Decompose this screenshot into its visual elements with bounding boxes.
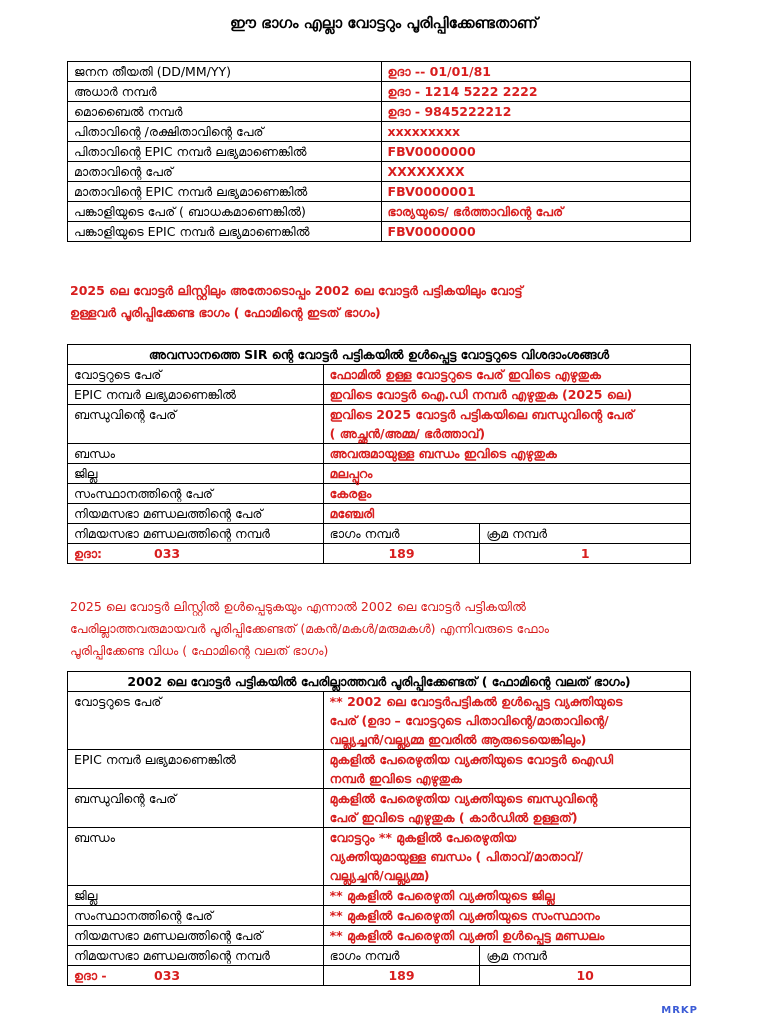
page-title: ഈ ഭാഗം എല്ലാ വോട്ടറും പൂരിപ്പിക്കേണ്ടതാണ് (230, 14, 538, 32)
note-line: 2025 ലെ വോട്ടർ ലിസ്റ്റിലും അതോടൊപ്പം 2002 ലെ വോട്ടർ പട്ടികയിലും വോട്ട് (70, 283, 523, 298)
field-label: പിതാവിന്റെ /രക്ഷിതാവിന്റെ പേര് (68, 122, 382, 142)
table-row (68, 444, 691, 464)
note-line: ഉള്ളവർ പൂരിപ്പിക്കേണ്ട ഭാഗം ( ഫോമിന്റെ ഇടത് ഭാഗം) (70, 305, 381, 320)
table-row (68, 789, 691, 828)
field-value: XXXXXXXX (381, 162, 690, 182)
field-label: ജനന തീയതി (DD/MM/YY) (68, 62, 382, 82)
field-value (323, 886, 690, 906)
table-row (68, 750, 691, 789)
table-row (68, 202, 691, 222)
table-row (68, 926, 691, 946)
field-value (323, 828, 690, 886)
part-number-value: 189 (323, 544, 480, 564)
value-line: വ്യക്തിയുമായുള്ള ബന്ധം ( പിതാവ്/മാതാവ്/ (329, 849, 584, 864)
part-number-value: 189 (323, 966, 480, 986)
value-line: മലപ്പുറം (329, 466, 373, 481)
field-label: ബന്ധുവിന്റെ പേര് (68, 789, 324, 828)
value-line: ** മുകളിൽ പേരെഴുതി വ്യക്തിയുടെ സംസ്ഥാനം (329, 908, 600, 923)
value-line: അവരുമായുള്ള ബന്ധം ഇവിടെ എഴുതുക (329, 446, 557, 461)
not-in-2002-voter-table (67, 671, 691, 986)
field-label: നിയമസഭാ മണ്ഡലത്തിന്റെ പേര് (68, 926, 324, 946)
field-value (323, 444, 690, 464)
table-row (68, 365, 691, 385)
field-value (323, 484, 690, 504)
table-row (68, 464, 691, 484)
field-value: xxxxxxxxx (381, 122, 690, 142)
value-line: മുകളിൽ പേരെഴുതിയ വ്യക്തിയുടെ വോട്ടർ ഐഡി (329, 752, 614, 767)
field-label: മൊബൈൽ നമ്പർ (68, 102, 382, 122)
field-label: പിതാവിന്റെ EPIC നമ്പർ ലഭ്യമാണെങ്കിൽ (68, 142, 382, 162)
field-value: FBV0000001 (381, 182, 690, 202)
table-header: അവസാനത്തെ SIR ന്റെ വോട്ടർ പട്ടികയിൽ ഉൾപ്പെട്ട വോട്ടറുടെ വിശദാംശങ്ങൾ (68, 345, 691, 365)
field-value (323, 926, 690, 946)
serial-number-label: ക്രമ നമ്പർ (480, 524, 691, 544)
field-label: അധാർ നമ്പർ (68, 82, 382, 102)
constituency-number-label: നിമയസഭാ മണ്ഡലത്തിന്റെ നമ്പർ (68, 946, 324, 966)
field-label: ജില്ല (68, 886, 324, 906)
field-value (323, 750, 690, 789)
table-row (68, 828, 691, 886)
field-label: മാതാവിന്റെ പേര് (68, 162, 382, 182)
field-value (323, 405, 690, 444)
field-label: ബന്ധുവിന്റെ പേര് (68, 405, 324, 444)
table-row (68, 122, 691, 142)
table-row (68, 102, 691, 122)
field-value: FBV0000000 (381, 142, 690, 162)
table-row (68, 886, 691, 906)
table-row (68, 62, 691, 82)
field-label: ജില്ല (68, 464, 324, 484)
last-sir-voter-table (67, 344, 691, 564)
field-label: മാതാവിന്റെ EPIC നമ്പർ ലഭ്യമാണെങ്കിൽ (68, 182, 382, 202)
value-line: ഇവിടെ വോട്ടർ ഐ.ഡി നമ്പർ എഴുതുക (2025 ലെ) (329, 387, 633, 402)
table-row (68, 906, 691, 926)
table-row (68, 504, 691, 524)
table-header: 2002 ലെ വോട്ടർ പട്ടികയിൽ പേരില്ലാത്തവർ പൂരിപ്പിക്കേണ്ടത് ( ഫോമിന്റെ വലത് ഭാഗം) (68, 672, 691, 692)
field-value (323, 385, 690, 405)
footer-mark: MRKP (661, 1005, 698, 1016)
number-header-row (68, 524, 691, 544)
value-line: ** 2002 ലെ വോട്ടർപട്ടികൽ ഉൾപ്പെട്ട വ്യക്തിയുടെ (329, 694, 623, 709)
table-row (68, 405, 691, 444)
field-label: ബന്ധം (68, 828, 324, 886)
section-note-left-form (70, 280, 690, 324)
part-number-label: ഭാഗം നമ്പർ (323, 524, 480, 544)
field-label: വോട്ടറുടെ പേര് (68, 692, 324, 750)
note-line: പൂരിപ്പിക്കേണ്ട വിധം ( ഫോമിന്റെ വലത് ഭാഗം) (70, 643, 329, 658)
value-line: നമ്പർ ഇവിടെ എഴുതുക (329, 771, 462, 786)
table-row (68, 222, 691, 242)
field-value: ഉദാ - 9845222212 (381, 102, 690, 122)
value-line: പേര് (ഉദാ – വോട്ടറുടെ പിതാവിന്റെ/മാതാവിന്റെ/ (329, 713, 609, 728)
field-label: EPIC നമ്പർ ലഭ്യമാണെങ്കിൽ (68, 385, 324, 405)
field-label: പങ്കാളിയുടെ EPIC നമ്പർ ലഭ്യമാണെങ്കിൽ (68, 222, 382, 242)
value-line: ** മുകളിൽ പേരെഴുതി വ്യക്തി ഉൾപ്പെട്ട മണ്ഡലം (329, 928, 605, 943)
value-line: ഫോമിൽ ഉള്ള വോട്ടറുടെ പേര് ഇവിടെ എഴുതുക (329, 367, 601, 382)
table-row (68, 142, 691, 162)
field-label: EPIC നമ്പർ ലഭ്യമാണെങ്കിൽ (68, 750, 324, 789)
field-value: FBV0000000 (381, 222, 690, 242)
example-constituency (68, 544, 324, 564)
serial-number-label: ക്രമ നമ്പർ (480, 946, 691, 966)
serial-number-value: 1 (480, 544, 691, 564)
note-line: പേരില്ലാത്തവരുമായവർ പൂരിപ്പിക്കേണ്ടത് (മകൻ/മകൾ/മരുമകൾ) എന്നിവരുടെ ഫോം (70, 621, 550, 636)
constituency-number-value: 033 (154, 546, 181, 561)
value-line: വല്ല്യച്ചൻ/വല്ല്യമ്മ ഇവരിൽ ആരുടെയെങ്കിലും) (329, 732, 587, 747)
field-label: വോട്ടറുടെ പേര് (68, 365, 324, 385)
field-label: സംസ്ഥാനത്തിന്റെ പേര് (68, 906, 324, 926)
all-voters-table (67, 61, 691, 242)
table-row (68, 162, 691, 182)
table-row (68, 82, 691, 102)
field-value: ഭാര്യയുടെ/ ഭർത്താവിന്റെ പേര് (381, 202, 690, 222)
value-line: കേരളം (329, 486, 372, 501)
value-line: ( അച്ഛൻ/അമ്മ/ ഭർത്താവ്) (329, 426, 486, 441)
constituency-number-label: നിമയസഭാ മണ്ഡലത്തിന്റെ നമ്പർ (68, 524, 324, 544)
constituency-number-value: 033 (154, 968, 181, 983)
example-constituency (68, 966, 324, 986)
value-line: വല്ല്യച്ചൻ/വല്ല്യമ്മ) (329, 868, 430, 883)
field-value (323, 906, 690, 926)
value-line: ഇവിടെ 2025 വോട്ടർ പട്ടികയിലെ ബന്ധുവിന്റെ പേര് (329, 407, 634, 422)
table-row (68, 385, 691, 405)
table-row (68, 182, 691, 202)
field-value (323, 789, 690, 828)
field-label: പങ്കാളിയുടെ പേര് ( ബാധകമാണെങ്കിൽ) (68, 202, 382, 222)
field-value (323, 692, 690, 750)
field-value: ഉദാ -- 01/01/81 (381, 62, 690, 82)
field-value (323, 504, 690, 524)
field-value (323, 365, 690, 385)
field-label: നിയമസഭാ മണ്ഡലത്തിന്റെ പേര് (68, 504, 324, 524)
field-value (323, 464, 690, 484)
table-row (68, 692, 691, 750)
note-line: 2025 ലെ വോട്ടർ ലിസ്റ്റിൽ ഉൾപ്പെടുകയും എന്നാൽ 2002 ലെ വോട്ടർ പട്ടികയിൽ (70, 599, 526, 614)
part-number-label: ഭാഗം നമ്പർ (323, 946, 480, 966)
serial-number-value: 10 (480, 966, 691, 986)
example-row (68, 966, 691, 986)
example-prefix: ഉദാ: (74, 546, 103, 561)
value-line: പേര് ഇവിടെ എഴുതുക ( കാർഡിൽ ഉള്ളത്) (329, 810, 578, 825)
field-value: ഉദാ - 1214 5222 2222 (381, 82, 690, 102)
field-label: ബന്ധം (68, 444, 324, 464)
value-line: ** മുകളിൽ പേരെഴുതി വ്യക്തിയുടെ ജില്ല (329, 888, 555, 903)
section-note-right-form (70, 596, 710, 662)
table-row (68, 484, 691, 504)
value-line: മഞ്ചേരി (329, 506, 375, 521)
field-label: സംസ്ഥാനത്തിന്റെ പേര് (68, 484, 324, 504)
example-prefix: ഉദാ - (74, 968, 107, 983)
example-row (68, 544, 691, 564)
value-line: മുകളിൽ പേരെഴുതിയ വ്യക്തിയുടെ ബന്ധുവിന്റെ (329, 791, 598, 806)
value-line: വോട്ടറും ** മുകളിൽ പേരെഴുതിയ (329, 830, 517, 845)
number-header-row (68, 946, 691, 966)
